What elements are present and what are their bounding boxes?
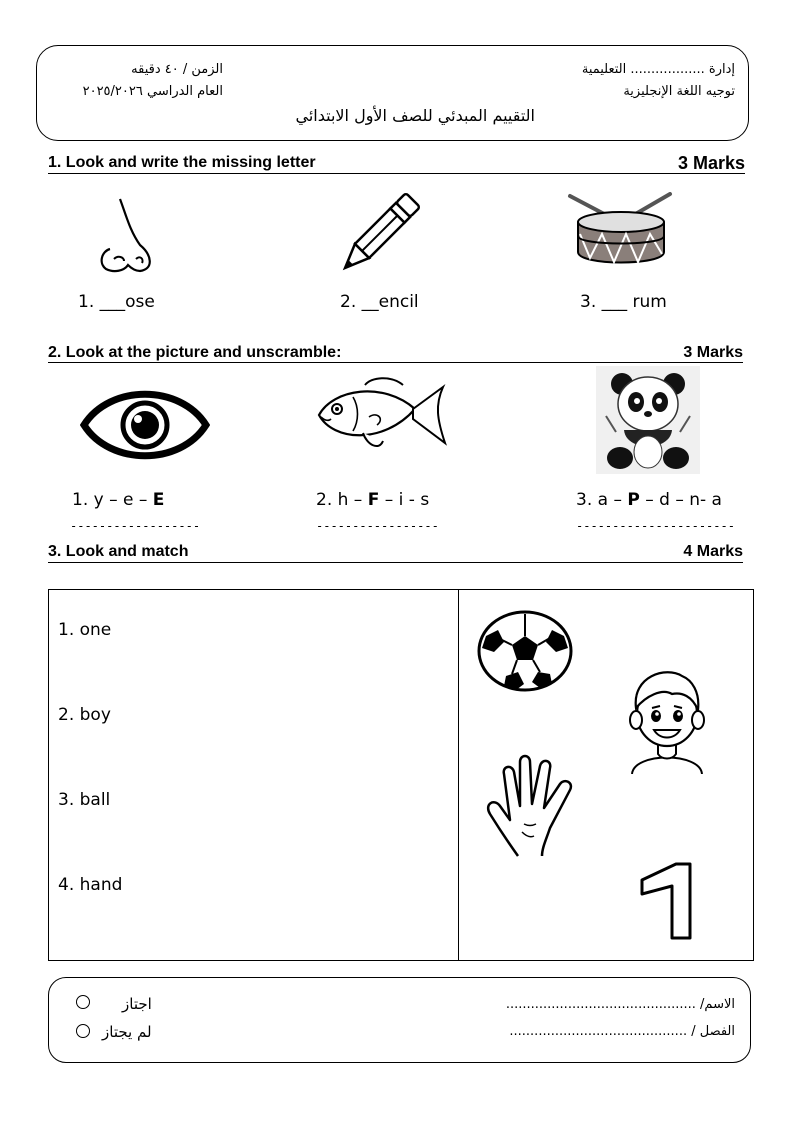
match-word-1[interactable]: 1. one: [58, 620, 112, 640]
fail-radio[interactable]: [76, 1024, 90, 1038]
section3-title: 3. Look and match: [48, 543, 189, 560]
section3-underline: [48, 562, 743, 563]
time-label: الزمن / ٤٠ دقيقه: [131, 62, 223, 77]
pass-radio[interactable]: [76, 995, 90, 1009]
answer-line-1[interactable]: ------------------: [70, 519, 201, 533]
answer-line-3[interactable]: ----------------------: [576, 519, 735, 533]
section1-underline: [48, 173, 745, 174]
section1-item-1: 1. ___ose: [78, 292, 155, 312]
footer-box: [48, 977, 751, 1063]
section3-marks: 4 Marks: [683, 543, 743, 560]
year-label: العام الدراسي ٢٠٢٥/٢٠٢٦: [82, 84, 223, 99]
hand-icon[interactable]: [484, 752, 584, 862]
pass-label: اجتاز: [122, 995, 152, 1013]
section1-item-2: 2. __encil: [340, 292, 419, 312]
class-field[interactable]: الفصل / ...........................................: [509, 1024, 735, 1039]
nose-icon: [96, 195, 160, 275]
answer-line-2[interactable]: -----------------: [316, 519, 439, 533]
pencil-icon: [335, 190, 423, 278]
name-field[interactable]: الاسم/ ..............................................: [505, 997, 735, 1012]
section1-marks: 3 Marks: [677, 153, 745, 173]
administration-label: إدارة .................. التعليمية: [581, 62, 735, 77]
section2-item-2: 2. h – F – i - s: [316, 490, 430, 510]
fail-label: لم يجتاز: [102, 1023, 152, 1041]
section2-item-1: 1. y – e – E: [72, 490, 165, 510]
boy-icon[interactable]: [622, 666, 712, 774]
match-word-3[interactable]: 3. ball: [58, 790, 111, 810]
section2-item-3: 3. a – P – d – n- a: [576, 490, 722, 510]
section2-underline: [48, 362, 743, 363]
section1-item-3: 3. ___ rum: [580, 292, 667, 312]
fish-icon: [313, 375, 448, 455]
panda-icon: [596, 366, 700, 474]
drum-icon: [566, 192, 676, 272]
eye-icon: [80, 390, 210, 460]
match-word-2[interactable]: 2. boy: [58, 705, 111, 725]
ball-icon[interactable]: [476, 610, 574, 692]
page-title: التقييم المبدئي للصف الأول الابتدائي: [295, 106, 535, 125]
match-divider: [458, 589, 459, 961]
section1-title: 1. Look and write the missing letter: [48, 154, 316, 171]
section2-title: 2. Look at the picture and unscramble:: [48, 344, 342, 361]
department-label: توجيه اللغة الإنجليزية: [623, 84, 735, 99]
number-one-icon[interactable]: [636, 860, 700, 942]
match-word-4[interactable]: 4. hand: [58, 875, 123, 895]
section2-marks: 3 Marks: [683, 344, 743, 361]
